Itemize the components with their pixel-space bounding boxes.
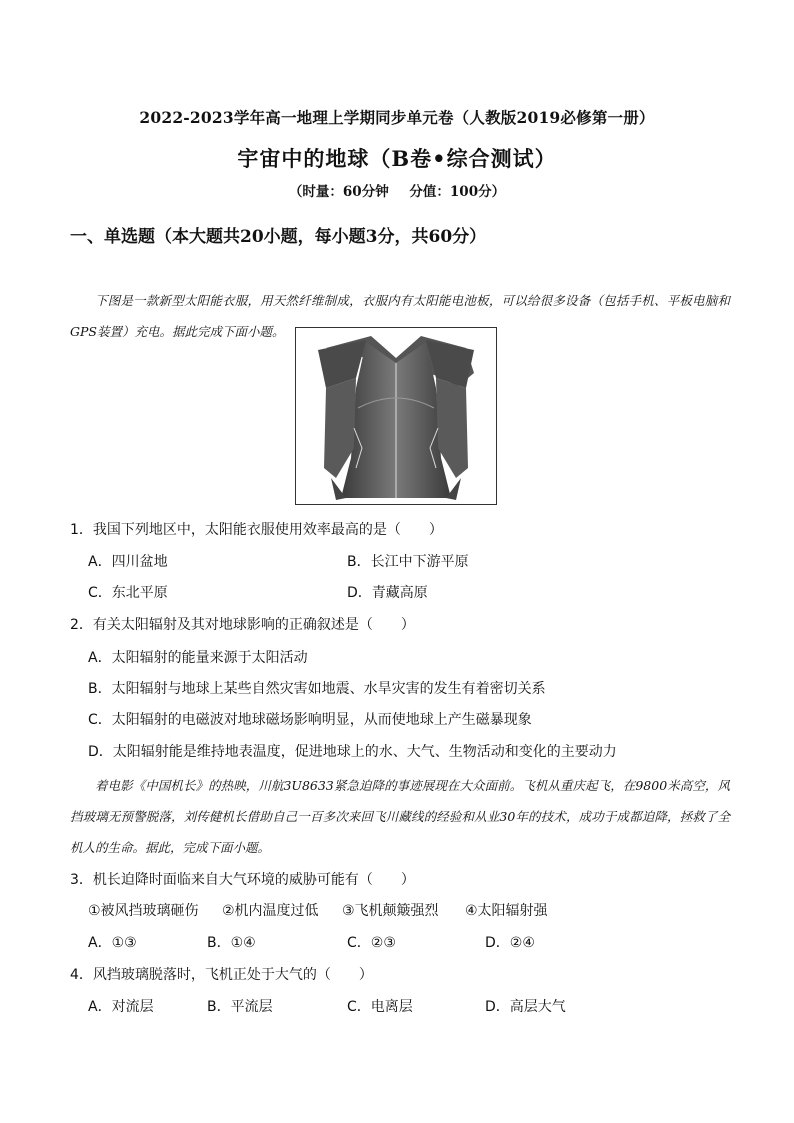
question-1-stem: 1．我国下列地区中，太阳能衣服使用效率最高的是（ ） — [70, 522, 443, 538]
q4-option-a[interactable]: A．对流层 — [88, 999, 154, 1015]
q2-option-a[interactable]: A．太阳辐射的能量来源于太阳活动 — [88, 650, 308, 666]
q1-option-d[interactable]: D．青藏高原 — [347, 585, 428, 601]
q1-option-c[interactable]: C．东北平原 — [88, 585, 168, 601]
q3-statement-1: ①被风挡玻璃砸伤 — [88, 903, 199, 919]
q1-option-a[interactable]: A．四川盆地 — [88, 554, 168, 570]
q4-option-d[interactable]: D．高层大气 — [485, 999, 566, 1015]
solar-jacket-image — [296, 328, 496, 504]
q3-option-c[interactable]: C．②③ — [347, 935, 396, 951]
exam-subtitle: 2022-2023学年高一地理上学期同步单元卷（人教版2019必修第一册） — [139, 108, 655, 127]
question-intro-2: 着电影《中国机长》的热映，川航3U8633紧急迫降的事迹展现在大众面前。飞机从重庆起飞，在9800米高空，风挡玻璃无预警脱落，刘传健机长借助自己一百多次来回飞川藏线的经验和从业30年的技术，成功于成都迫降，拯救了全机人的生命。据此，完成下面小题。 — [70, 778, 730, 855]
question-4-stem: 4．风挡玻璃脱落时，飞机正处于大气的（ ） — [70, 967, 373, 983]
q3-statement-3: ③飞机颠簸强烈 — [342, 903, 439, 919]
section-heading: 一、单选题（本大题共20小题，每小题3分，共60分） — [70, 227, 487, 247]
question-2-stem: 2．有关太阳辐射及其对地球影响的正确叙述是（ ） — [70, 617, 415, 633]
q4-option-c[interactable]: C．电离层 — [347, 999, 413, 1015]
q2-option-c[interactable]: C．太阳辐射的电磁波对地球磁场影响明显，从而使地球上产生磁暴现象 — [88, 712, 532, 728]
question-intro-1: 下图是一款新型太阳能衣服，用天然纤维制成，衣服内有太阳能电池板，可以给很多设备（包括手机、平板电脑和GPS装置）充电。据此完成下面小题。 — [70, 293, 730, 339]
exam-score: 分值：100分） — [409, 184, 506, 200]
solar-clothing-figure — [295, 327, 497, 505]
q3-option-b[interactable]: B．①④ — [207, 935, 256, 951]
question-3-stem: 3．机长迫降时面临来自大气环境的威胁可能有（ ） — [70, 872, 415, 888]
exam-info — [0, 180, 794, 200]
q3-statement-4: ④太阳辐射强 — [465, 903, 548, 919]
q3-option-d[interactable]: D．②④ — [485, 935, 535, 951]
q4-option-b[interactable]: B．平流层 — [207, 999, 273, 1015]
page-title: 宇宙中的地球（B卷•综合测试） — [237, 146, 557, 171]
q2-option-d[interactable]: D．太阳辐射能是维持地表温度，促进地球上的水、大气、生物活动和变化的主要动力 — [88, 744, 617, 760]
q3-statement-2: ②机内温度过低 — [222, 903, 319, 919]
q2-option-b[interactable]: B．太阳辐射与地球上某些自然灾害如地震、水旱灾害的发生有着密切关系 — [88, 681, 546, 697]
q1-option-b[interactable]: B．长江中下游平原 — [347, 554, 469, 570]
q3-option-a[interactable]: A．①③ — [88, 935, 137, 951]
exam-time: （时量：60分钟 — [288, 184, 389, 200]
